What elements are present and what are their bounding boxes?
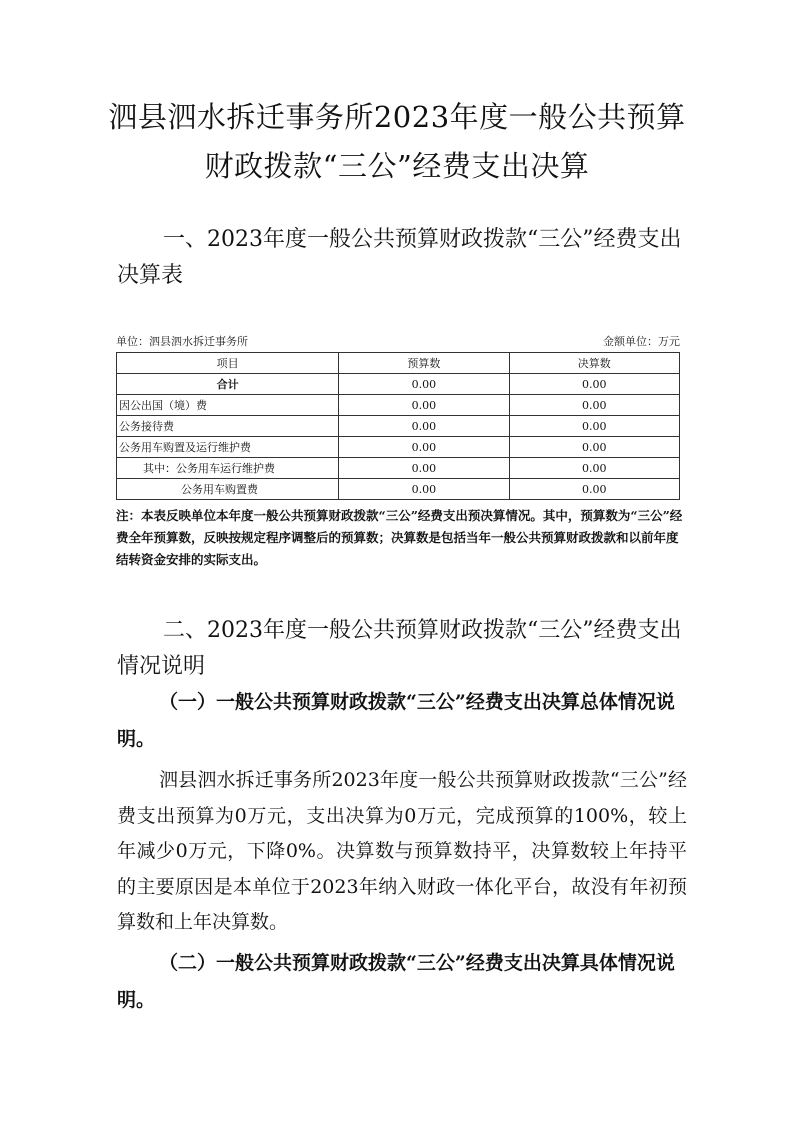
row-item: 公务用车购置及运行维护费	[117, 437, 339, 458]
row-budget: 0.00	[339, 437, 509, 458]
header-budget: 预算数	[339, 353, 509, 374]
row-actual: 0.00	[509, 479, 679, 500]
row-item: 因公出国（境）费	[117, 395, 339, 416]
section-1-heading: 一、2023年度一般公共预算财政拨款“三公”经费支出决算表	[117, 227, 682, 288]
row-actual: 0.00	[509, 374, 679, 395]
row-actual: 0.00	[509, 416, 679, 437]
subsection-1-heading: （一）一般公共预算财政拨款“三公”经费支出决算总体情况说明。	[117, 691, 675, 750]
document-title-line-1: 泗县泗水拆迁事务所2023年度一般公共预算	[108, 100, 686, 134]
table-row	[117, 479, 680, 500]
subsection-1-paragraph: 泗县泗水拆迁事务所2023年度一般公共预算财政拨款“三公”经费支出预算为0万元，支出决算为0万元，完成预算的100%，较上年减少0万元，下降0%。决算数与预算数持平，决算数较上年持平的主要原因是本单位于2023年纳入财政一体化平台，故没有年初预算数和上年决算数。	[117, 769, 687, 933]
document-title-line-2: 财政拨款“三公”经费支出决算	[204, 149, 590, 183]
row-item: 合计	[117, 374, 339, 395]
row-budget: 0.00	[339, 458, 509, 479]
row-budget: 0.00	[339, 374, 509, 395]
table-row	[117, 416, 680, 437]
row-budget: 0.00	[339, 395, 509, 416]
table-row	[117, 374, 680, 395]
header-actual: 决算数	[509, 353, 679, 374]
row-item: 公务用车购置费	[117, 479, 339, 500]
table-row	[117, 458, 680, 479]
row-budget: 0.00	[339, 416, 509, 437]
header-item: 项目	[117, 353, 339, 374]
row-actual: 0.00	[509, 437, 679, 458]
section-2-heading: 二、2023年度一般公共预算财政拨款“三公”经费支出情况说明	[117, 618, 682, 679]
table-row	[117, 437, 680, 458]
row-actual: 0.00	[509, 395, 679, 416]
row-budget: 0.00	[339, 479, 509, 500]
row-actual: 0.00	[509, 458, 679, 479]
row-item: 其中：公务用车运行维护费	[117, 458, 339, 479]
table-header-row	[117, 353, 680, 374]
table-amount-unit-label: 金额单位：万元	[603, 335, 680, 348]
row-item: 公务接待费	[117, 416, 339, 437]
expense-table	[116, 352, 680, 500]
table-unit-label: 单位：泗县泗水拆迁事务所	[116, 335, 248, 348]
table-row	[117, 395, 680, 416]
table-note: 注：本表反映单位本年度一般公共预算财政拨款“三公”经费支出预决算情况。其中，预算数为“三公”经费全年预算数，反映按规定程序调整后的预算数；决算数是包括当年一般公共预算财政拨款和以前年度结转资金安排的实际支出。	[116, 508, 683, 567]
subsection-2-heading: （二）一般公共预算财政拨款“三公”经费支出决算具体情况说明。	[117, 952, 675, 1011]
